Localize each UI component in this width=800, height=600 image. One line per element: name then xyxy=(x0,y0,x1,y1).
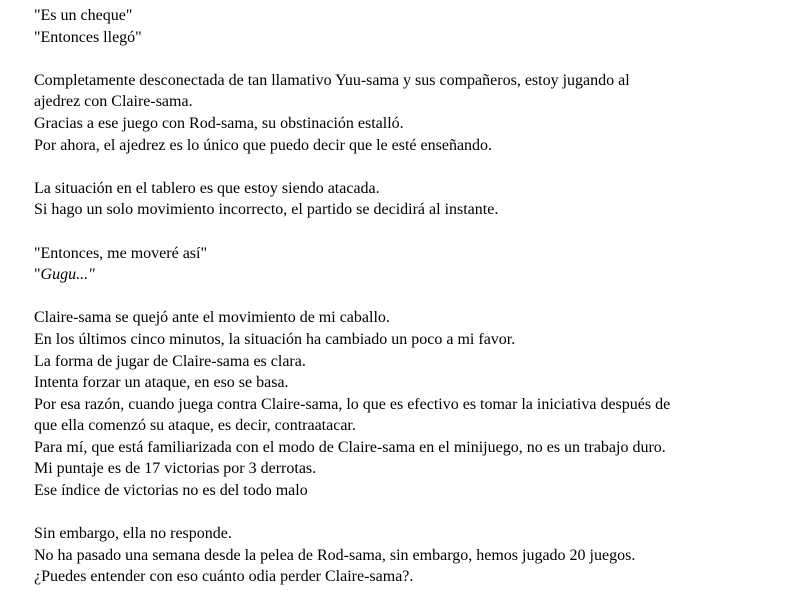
paragraph-spacer xyxy=(34,286,794,308)
text-line: La situación en el tablero es que estoy siendo atacada. xyxy=(34,179,380,197)
dialogue-line: "Es un cheque" xyxy=(34,7,133,24)
paragraph-spacer xyxy=(34,502,794,524)
text-line: Ese índice de victorias no es del todo malo xyxy=(34,482,308,500)
italic-dialogue-line xyxy=(34,264,794,286)
text-line: Sin embargo, ella no responde. xyxy=(34,525,232,543)
italic-dialogue-text: Gugu..." xyxy=(40,266,95,284)
text-line: Por ahora, el ajedrez es lo único que puedo decir que le esté enseñando. xyxy=(34,136,493,154)
text-line: ajedrez con Claire-sama. xyxy=(34,93,193,111)
text-line: Intenta forzar un ataque, en eso se basa. xyxy=(34,374,289,392)
text-line: Si hago un solo movimiento incorrecto, el partido se decidirá al instante. xyxy=(34,201,499,219)
text-line: Gracias a ese juego con Rod-sama, su obstinación estalló. xyxy=(34,114,404,132)
text-line: Completamente desconectada de tan llamativo Yuu-sama y sus compañeros, estoy jugando al xyxy=(34,71,630,89)
paragraph-spacer xyxy=(34,48,794,70)
text-line: No ha pasado una semana desde la pelea de Rod-sama, sin embargo, hemos jugado 20 juegos. xyxy=(34,546,636,564)
text-line: Para mí, que está familiarizada con el modo de Claire-sama en el minijuego, no es un trabajo duro. xyxy=(34,438,666,456)
opening-quote: " xyxy=(34,266,41,284)
text-line: La forma de jugar de Claire-sama es clara. xyxy=(34,352,306,370)
text-line: ¿Puedes entender con eso cuánto odia perder Claire-sama?. xyxy=(34,568,414,586)
paragraph-spacer xyxy=(34,156,794,178)
text-line: que ella comenzó su ataque, es decir, contraatacar. xyxy=(34,417,356,435)
paragraph-spacer xyxy=(34,221,794,243)
dialogue-line: "Entonces, me moveré así" xyxy=(34,244,208,262)
text-line: En los últimos cinco minutos, la situación ha cambiado un poco a mi favor. xyxy=(34,330,516,348)
document-body xyxy=(34,5,794,588)
text-line: Claire-sama se quejó ante el movimiento de mi caballo. xyxy=(34,309,390,327)
text-line: Mi puntaje es de 17 victorias por 3 derrotas. xyxy=(34,460,317,478)
dialogue-line: "Entonces llegó" xyxy=(34,28,142,46)
text-line: Por esa razón, cuando juega contra Claire-sama, lo que es efectivo es tomar la iniciativa después de xyxy=(34,395,671,413)
